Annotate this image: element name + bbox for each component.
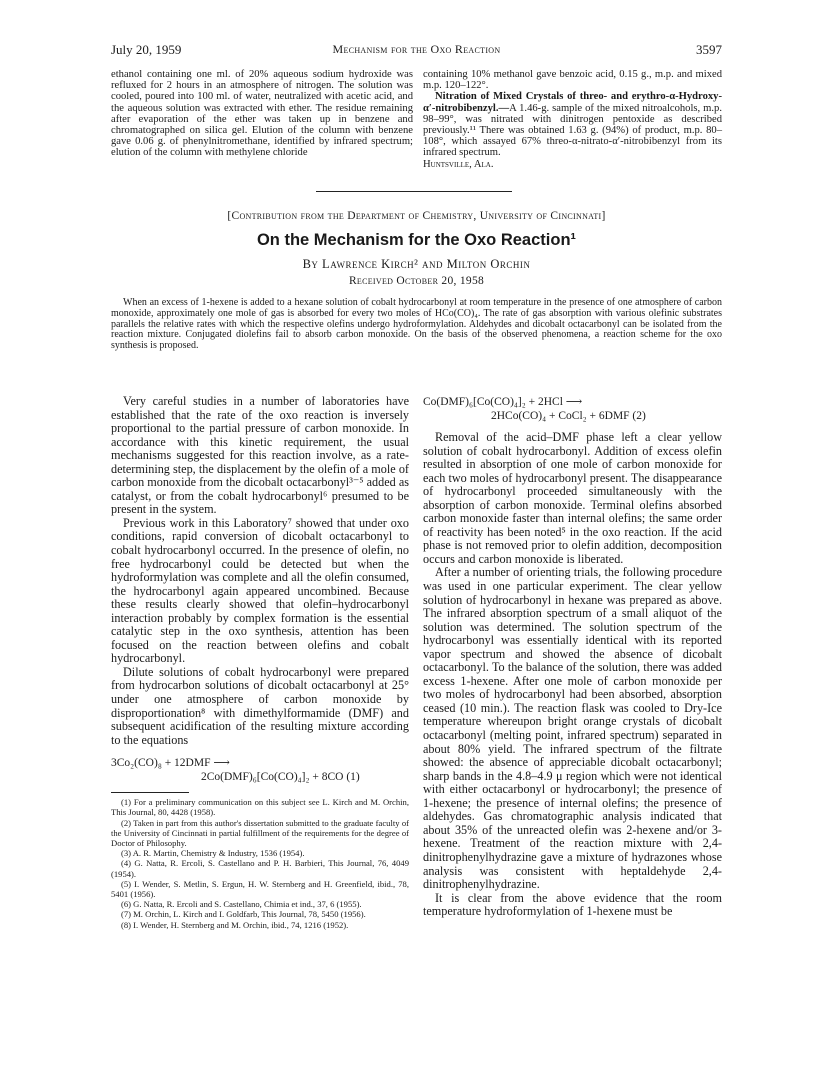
equation-2 (423, 395, 722, 423)
footnote: (2) Taken in part from this author's dissertation submitted to the graduate faculty of the University of Cincinnati in partial fulfillment of the requirements for the degree of Doctor of Philosophy. (111, 817, 409, 849)
footnote: (6) G. Natta, R. Ercoli and S. Castellano, Chimia et ind., 37, 6 (1955). (121, 899, 362, 910)
body-paragraph: Previous work in this Laboratory⁷ showed that under oxo conditions, rapid conversion of dicobalt octacarbonyl to cobalt hydrocarbonyl occurred. In the presence of olefin, no free hydrocarbonyl could be detected but when the hydroformylation was complete and all the olefin consumed, the hydrocarbonyl again appeared uncombined. Because these results clearly showed that olefin–hydrocarbonyl interaction probably by complex formation is the essential catalytic step in the oxo synthesis, attention has been focused on the reaction between olefins and cobalt hydrocarbonyl. (111, 515, 409, 666)
footnote: (7) M. Orchin, L. Kirch and I. Goldfarb, This Journal, 78, 5450 (1956). (121, 909, 366, 920)
footnote: (8) I. Wender, H. Sternberg and M. Orchin, ibid., 74, 1216 (1952). (121, 919, 349, 930)
equation-2-line-1: Co(DMF)₆[Co(CO)₄]₂ + 2HCl ⟶ (423, 396, 583, 408)
footnotes (111, 797, 409, 930)
author-location: Huntsville, Ala. (423, 158, 494, 170)
byline: By Lawrence Kirch² and Milton Orchin (302, 257, 531, 271)
article-title: On the Mechanism for the Oxo Reaction¹ (256, 231, 577, 249)
previous-article-right-column (423, 69, 722, 170)
equation-1 (111, 756, 409, 784)
equation-2-line-2: 2HCo(CO)₄ + CoCl₂ + 6DMF (2) (491, 410, 646, 422)
nitration-paragraph (423, 91, 722, 158)
nitration-heading: Nitration of Mixed Crystals of threo- and erythro-α-Hydroxy-α′-nitrobibenzyl.— (423, 91, 722, 114)
footnote: (5) I. Wender, S. Metlin, S. Ergun, H. W. Sternberg and H. Greenfield, ibid., 78, 5401 (1956). (111, 878, 409, 900)
footnote: (1) For a preliminary communication on this subject see L. Kirch and M. Orchin, This Journal, 80, 4428 (1958). (111, 797, 409, 818)
previous-article-text: ethanol containing one ml. of 20% aqueous sodium hydroxide was refluxed for 2 hours in an atmosphere of nitrogen. The solution was cooled, poured into 100 ml. of water, neutralized with acetic acid, and the aqueous solution was extracted with ether. The residue remaining after evaporation of the ether was taken up in benzene and chromatographed on silica gel. Elution of the column with benzene gave 0.06 g. of phenylnitromethane, identified by infrared spectrum; elution of the column with methylene chloride (111, 69, 413, 159)
nitration-text: A 1.46-g. sample of the mixed nitroalcohols, m.p. 98–99°, was nitrated with dinitrogen pentoxide as described previously.¹¹ There was obtained 1.63 g. (94%) of product, m.p. 80–108°, which assayed 67% threo-α-nitrato-α′-nitrobibenzyl from its infrared spectrum. (423, 102, 722, 159)
footnote: (3) A. R. Martin, Chemistry & Industry, 1536 (1954). (121, 848, 305, 859)
body-paragraph: Removal of the acid–DMF phase left a clear yellow solution of cobalt hydrocarbonyl. Addition of excess olefin resulted in absorption of one mole of carbon monoxide for each two moles of hydrocarbonyl present. The disappearance of hydrocarbonyl proceeded simultaneously with the absorption of carbon monoxide. Terminal olefins absorbed carbon monoxide faster than internal olefins; the same order of reactivity has been noted⁵ in the oxo reaction. If the acid phase is not removed prior to olefin addition, decomposition occurs and carbon monoxide is liberated. (423, 430, 722, 566)
body-paragraph: Very careful studies in a number of laboratories have established that the rate of the oxo reaction is inversely proportional to the partial pressure of carbon monoxide. In accordance with this kinetic requirement, the usual mechanisms suggested for this reaction involve, as a rate-determining step, the displacement by the olefin of a mole of carbon monoxide from the dicobalt octacarbonyl³⁻⁵ added as catalyst, or from the cobalt hydrocarbonyl⁶ presumed to be present in the system. (111, 394, 409, 517)
body-paragraph: It is clear from the above evidence that the room temperature hydroformylation of 1-hexene must be (423, 890, 722, 919)
previous-article-continuation: containing 10% methanol gave benzoic acid, 0.15 g., m.p. and mixed m.p. 120–122°. (423, 69, 722, 92)
received-date: Received October 20, 1958 (348, 275, 485, 287)
issue-date: July 20, 1959 (111, 42, 182, 57)
running-title: Mechanism for the Oxo Reaction (332, 42, 501, 56)
footnote-rule (111, 792, 189, 793)
article-separator-rule (316, 191, 512, 192)
page-number: 3597 (696, 42, 722, 57)
body-left-column (111, 395, 409, 930)
equation-1-line-1: 3Co₂(CO)₈ + 12DMF ⟶ (111, 757, 230, 770)
body-paragraph: Dilute solutions of cobalt hydrocarbonyl were prepared from hydrocarbon solutions of dicobalt octacarbonyl at 25° under one atmosphere of carbon monoxide by disproportionation⁸ with dimethylformamide (DMF) and subsequent acidification of the resulting mixture according to the equations (111, 664, 409, 747)
footnote: (4) G. Natta, R. Ercoli, S. Castellano and P. H. Barbieri, This Journal, 76, 4049 (1954). (111, 858, 409, 879)
body-paragraph: After a number of orienting trials, the following procedure was used in one particular experiment. The clear yellow solution of hydrocarbonyl in hexane was prepared as above. The infrared absorption spectrum of a small aliquot of the solution was determined. The solution spectrum of the hydrocarbonyl was essentially identical with its reported vapor spectrum and showed the absence of dicobalt octacarbonyl. To the balance of the solution, there was added excess 1-hexene. After one mole of carbon monoxide per two moles of hydrocarbonyl had been absorbed, absorption ceased (10 min.). The reaction flask was cooled to Dry-Ice temperature whereupon bright orange crystals of dicobalt octacarbonyl (melting point, infrared spectrum) separated in about 80% yield. The infrared spectrum of the filtrate showed: the absence of appreciable dicobalt octacarbonyl; sharp bands in the 4.8–4.9 μ region which were not identical with either octacarbonyl or hydrocarbonyl; the presence of 1-hexene; the presence of internal olefins; the presence of aldehydes. Gas chromatographic analysis indicated that about 35% of the unreacted olefin was 2-hexene and/or 3-hexene. Treatment of the reaction mixture with 2,4-dinitrophenylhydrazine gave a mixture of hydrazones whose analysis was consistent with heptaldehyde 2,4-dinitrophenylhydrazine. (423, 565, 722, 892)
abstract: When an excess of 1-hexene is added to a hexane solution of cobalt hydrocarbonyl at room temperature in the presence of one atmosphere of carbon monoxide, approximately one mole of gas is absorbed for every two moles of HCo(CO)₄. The rate of gas absorption with various olefinic substrates parallels the relative rates with which the respective olefins undergo hydroformylation. Aldehydes and dicobalt octacarbonyl can be isolated from the reaction mixture. Conjugated diolefins fail to absorb carbon monoxide. On the basis of the observed phenomena, a reaction scheme for the oxo synthesis is proposed. (111, 297, 722, 352)
body-right-column (423, 395, 722, 919)
running-head (111, 42, 722, 60)
previous-article-left-column (111, 69, 413, 159)
contribution-line: [Contribution from the Department of Chemistry, University of Cincinnati] (227, 210, 606, 222)
equation-1-line-2: 2Co(DMF)₆[Co(CO)₄]₂ + 8CO (1) (201, 771, 360, 784)
